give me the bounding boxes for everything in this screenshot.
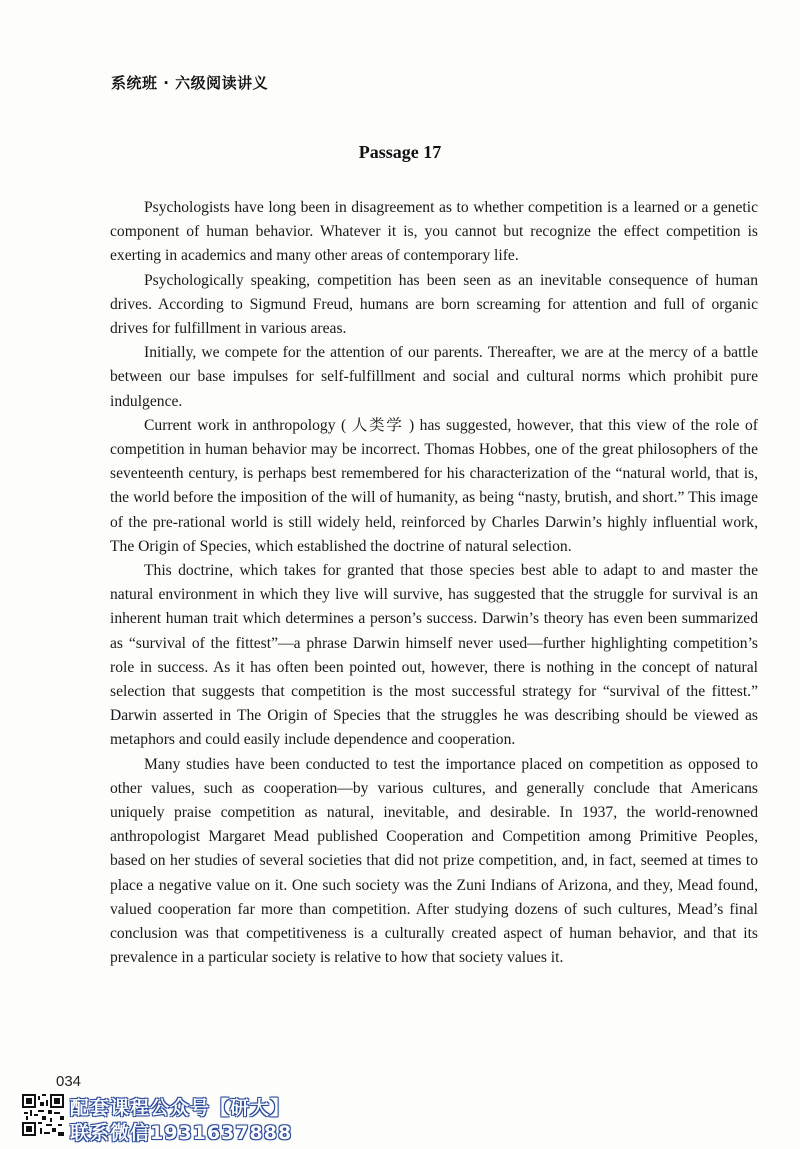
paragraph-5: This doctrine, which takes for granted that those species best able to adapt to and master the natural environment in which they live will survive, has suggested that the struggle for survival is an inherent human trait which determines a person’s success. Darwin’s theory has even been summarized as “survival of the fittest”—a phrase Darwin himself never used—further highlighting competition’s role in success. As it has often been pointed out, however, there is nothing in the concept of natural selection that suggests that competition is the most successful strategy for “survival of the fittest.” Darwin asserted in The Origin of Species that the struggles he was describing should be viewed as metaphors and could easily include dependence and cooperation. bbox=[110, 562, 758, 749]
paragraph-2: Psychologically speaking, competition has been seen as an inevitable consequence of human drives. According to Sigmund Freud, humans are born screaming for attention and full of organic drives for fulfillment in various areas. bbox=[110, 271, 758, 338]
paragraph-6: Many studies have been conducted to test the importance placed on competition as opposed to other values, such as cooperation—by various cultures, and generally conclude that Americans uniquely praise competition as natural, inevitable, and desirable. In 1937, the world-renowned anthropologist Margaret Mead published Cooperation and Competition among Primitive Peoples, based on her studies of several societies that did not prize competition, and, in fact, seemed at times to place a negative value on it. One such society was the Zuni Indians of Arizona, and they, Mead found, valued cooperation far more than competition. After studying dozens of such cultures, Mead’s final conclusion was that competitiveness is a culturally created aspect of human behavior, and that its prevalence in a particular society is relative to how that society values it. bbox=[110, 755, 758, 967]
page-header: 系统班 · 六级阅读讲义 bbox=[111, 74, 269, 92]
qr-code-icon bbox=[22, 1094, 64, 1136]
watermark-line-1: 配套课程公众号【研大】 bbox=[70, 1097, 291, 1119]
passage-body bbox=[110, 196, 758, 971]
paragraph-1: Psychologists have long been in disagreement as to whether competition is a learned or a genetic component of human behavior. Whatever it is, you cannot but recognize the effect competition is exerting in academics and many other areas of contemporary life. bbox=[110, 199, 758, 265]
watermark-line-2: 联系微信1931637888 bbox=[70, 1122, 293, 1144]
paragraph-3: Initially, we compete for the attention of our parents. Thereafter, we are at the mercy of a battle between our base impulses for self-fulfillment and social and cultural norms which prohibit pure indulgence. bbox=[110, 344, 758, 410]
paragraph-4: Current work in anthropology ( 人类学 ) has suggested, however, that this view of the role of competition in human behavior may be incorrect. Thomas Hobbes, one of the great philosophers of the seventeenth century, is perhaps best remembered for his characterization of the “natural world, that is, the world before the imposition of the will of humanity, as being “nasty, brutish, and short.” This image of the pre-rational world is still widely held, reinforced by Charles Darwin’s highly influential work, The Origin of Species, which established the doctrine of natural selection. bbox=[110, 416, 758, 555]
page-number: 034 bbox=[56, 1073, 82, 1090]
passage-title: Passage 17 bbox=[358, 142, 442, 162]
